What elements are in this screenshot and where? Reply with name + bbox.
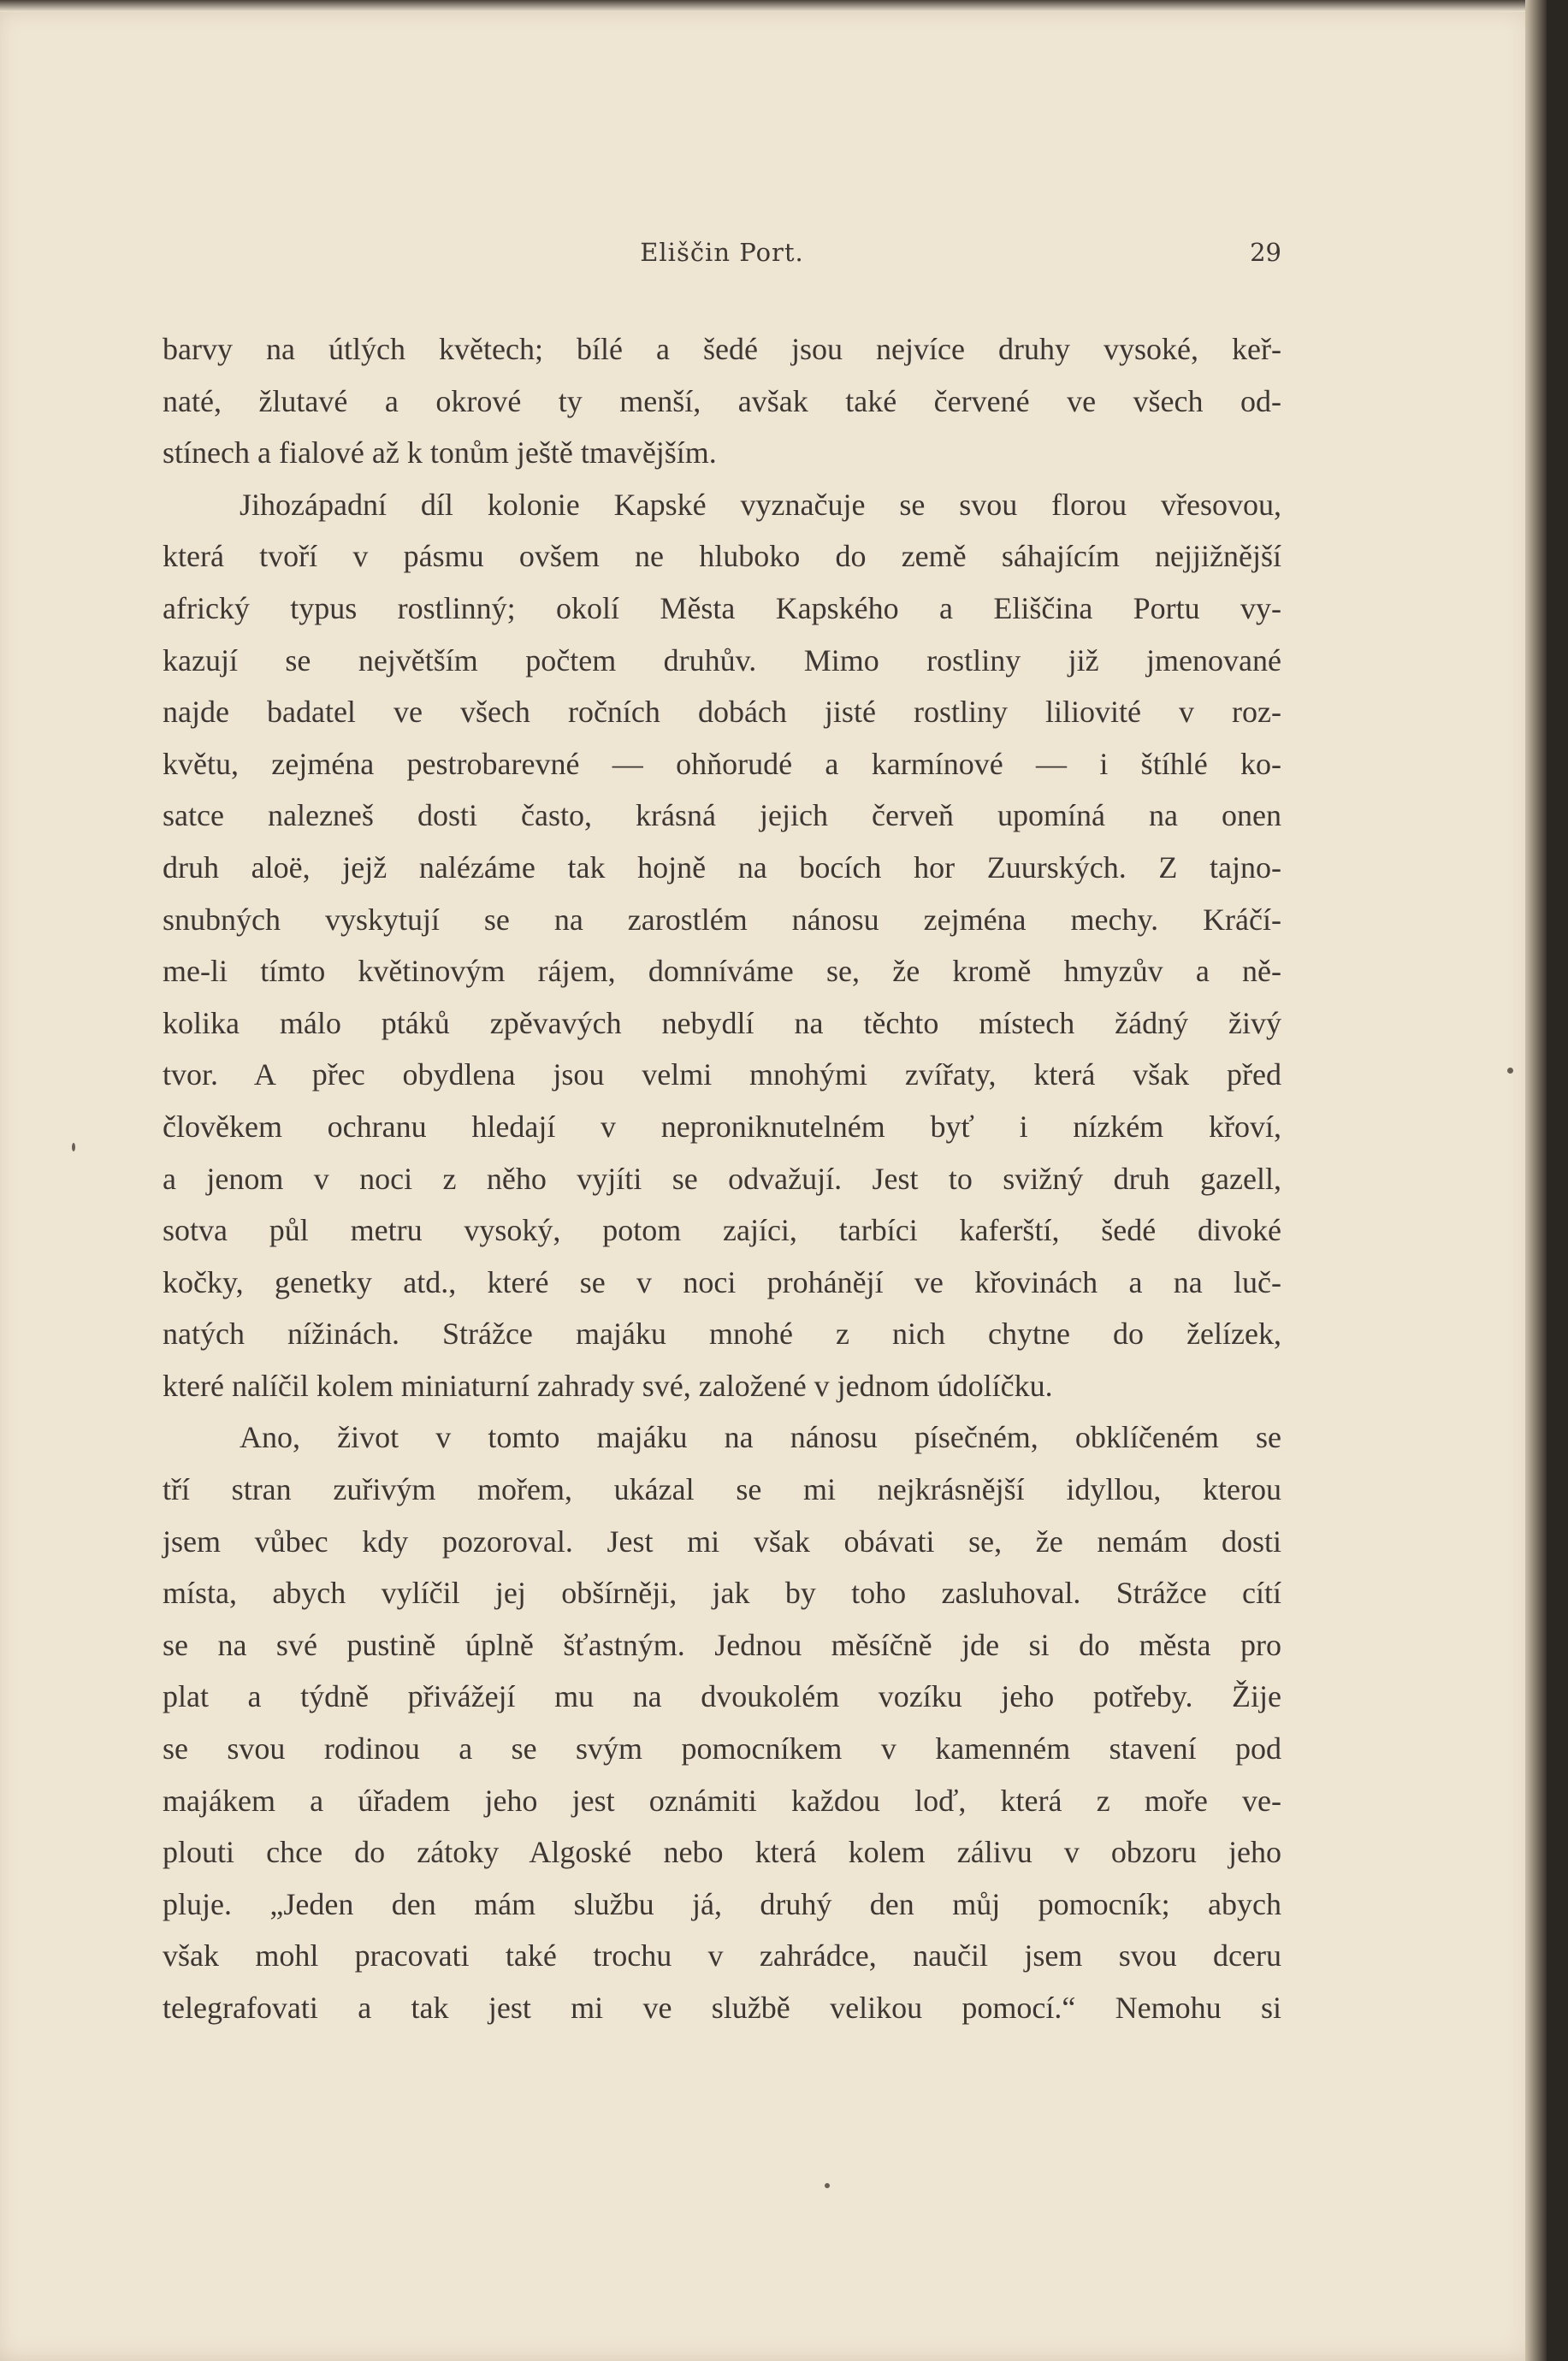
- text-line: místa, abych vylíčil jej obšírněji, jak by toho zasluhoval. Strážce cítí: [163, 1576, 1281, 1611]
- text-line: satce nalezneš dosti často, krásná jejich červeň upomíná na onen: [163, 798, 1281, 833]
- text-line: květu, zejména pestrobarevné — ohňorudé a karmínové — i štíhlé ko-: [163, 746, 1281, 781]
- text-line: a jenom v noci z něho vyjíti se odvažují. Jest to svižný druh gazell,: [163, 1161, 1281, 1196]
- text-line: jsem vůbec kdy pozoroval. Jest mi však obávati se, že nemám dosti: [163, 1524, 1281, 1559]
- page-header: [163, 238, 1281, 279]
- text-line: naté, žlutavé a okrové ty menší, avšak také červené ve všech od-: [163, 383, 1281, 418]
- text-line: natých nížinách. Strážce majáku mnohé z nich chytne do želízek,: [163, 1317, 1281, 1352]
- text-line: druh aloë, jejž nalézáme tak hojně na bocích hor Zuurských. Z tajno-: [163, 849, 1281, 885]
- text-line: tvor. A přec obydlena jsou velmi mnohými zvířaty, která však před: [163, 1057, 1281, 1092]
- text-line: najde badatel ve všech ročních dobách jisté rostliny liliovité v roz-: [163, 695, 1281, 730]
- ink-speck: [72, 1143, 75, 1151]
- page-top-edge: [0, 0, 1547, 12]
- ink-speck: [1507, 1068, 1513, 1074]
- text-line: kočky, genetky atd., které se v noci prohánějí ve křovinách a na luč-: [163, 1264, 1281, 1299]
- text-line: pluje. „Jeden den mám službu já, druhý den můj pomocník; abych: [163, 1886, 1281, 1921]
- text-line: sotva půl metru vysoký, potom zajíci, tarbíci kaferští, šedé divoké: [163, 1213, 1281, 1248]
- text-line: me-li tímto květinovým rájem, domníváme se, že kromě hmyzův a ně-: [163, 954, 1281, 989]
- text-line: majákem a úřadem jeho jest oznámiti každou loď, která z moře ve-: [163, 1783, 1281, 1818]
- text-line: telegrafovati a tak jest mi ve službě velikou pomocí.“ Nemohu si: [163, 1991, 1281, 2025]
- text-line: která tvoří v pásmu ovšem ne hluboko do země sáhajícím nejjižnější: [163, 539, 1281, 574]
- text-line: které nalíčil kolem miniaturní zahrady své, založené v jednom údolíčku.: [163, 1368, 1053, 1403]
- text-line: tří stran zuřivým mořem, ukázal se mi nejkrásnější idyllou, kterou: [163, 1472, 1281, 1507]
- text-line: africký typus rostlinný; okolí Města Kapského a Eliščina Portu vy-: [163, 590, 1281, 625]
- text-line: kazují se největším počtem druhův. Mimo rostliny již jmenované: [163, 642, 1281, 678]
- text-line: plat a týdně přivážejí mu na dvoukolém vozíku jeho potřeby. Žije: [163, 1679, 1281, 1714]
- ink-speck: [825, 2183, 830, 2188]
- text-line: stínech a fialové až k tonům ještě tmavějším.: [163, 435, 717, 470]
- text-line: plouti chce do zátoky Algoské nebo která kolem zálivu v obzoru jeho: [163, 1835, 1281, 1870]
- text-line: barvy na útlých květech; bílé a šedé jsou nejvíce druhy vysoké, keř-: [163, 332, 1281, 366]
- page-number: 29: [1250, 238, 1281, 267]
- text-line: však mohl pracovati také trochu v zahrádce, naučil jsem svou dceru: [163, 1938, 1281, 1973]
- text-line: člověkem ochranu hledají v neproniknutelném byť i nízkém křoví,: [163, 1109, 1281, 1144]
- text-line: snubných vyskytují se na zarostlém nánosu zejména mechy. Kráčí-: [163, 902, 1281, 937]
- running-head: Eliščin Port.: [640, 238, 804, 267]
- text-line: se svou rodinou a se svým pomocníkem v kamenném stavení pod: [163, 1731, 1281, 1766]
- body-text: [163, 323, 1281, 2034]
- text-line: Ano, život v tomto majáku na nánosu písečném, obklíčeném se: [240, 1420, 1281, 1455]
- text-line: Jihozápadní díl kolonie Kapské vyznačuje se svou florou vřesovou,: [240, 487, 1281, 522]
- text-line: kolika málo ptáků zpěvavých nebydlí na těchto místech žádný živý: [163, 1005, 1281, 1040]
- page-right-edge: [1525, 0, 1547, 2361]
- text-line: se na své pustině úplně šťastným. Jednou měsíčně jde si do města pro: [163, 1627, 1281, 1662]
